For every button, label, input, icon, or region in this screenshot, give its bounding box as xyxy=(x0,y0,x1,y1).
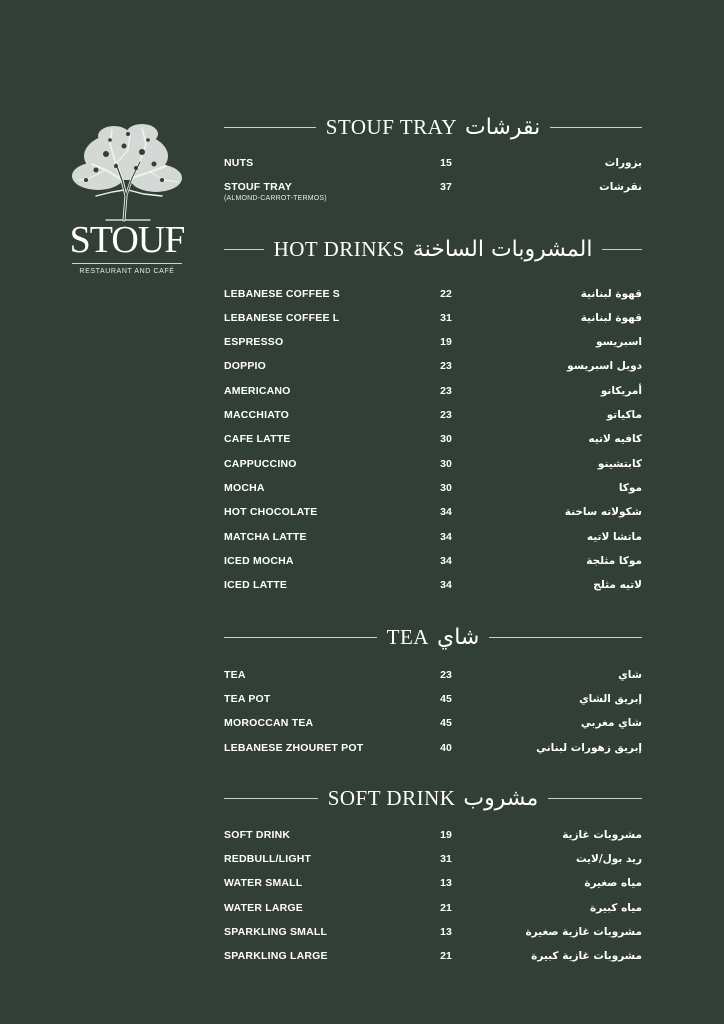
item-price: 15 xyxy=(440,157,452,169)
item-name: STOUF TRAY xyxy=(224,181,292,193)
item-name: NUTS xyxy=(224,157,254,169)
item-name: TEA POT xyxy=(224,693,271,705)
item-name-ar: اسبريسو xyxy=(596,336,642,348)
item-name: LEBANESE COFFEE L xyxy=(224,312,340,324)
section-title-en: TEA xyxy=(386,624,429,649)
header-rule-left xyxy=(224,637,377,638)
item-price: 30 xyxy=(440,433,452,445)
item-name: DOPPIO xyxy=(224,360,267,372)
item-price: 23 xyxy=(440,409,452,421)
item-price: 34 xyxy=(440,506,452,518)
item-price: 19 xyxy=(440,336,452,348)
item-name-ar: موكا xyxy=(618,482,642,494)
item-name-ar: شاي مغربي xyxy=(580,717,642,729)
menu-item xyxy=(224,506,642,522)
item-name-ar: لاتيه مثلج xyxy=(593,579,642,591)
item-name: MATCHA LATTE xyxy=(224,531,307,543)
item-price: 34 xyxy=(440,555,452,567)
item-name-ar: مياه صغيرة xyxy=(584,877,642,889)
header-rule-right xyxy=(602,249,642,250)
item-price: 22 xyxy=(440,288,452,300)
item-name-ar: أمريكانو xyxy=(600,385,642,397)
menu-item xyxy=(224,458,642,474)
item-price: 45 xyxy=(440,717,452,729)
menu-item xyxy=(224,336,642,352)
menu-item xyxy=(224,829,642,845)
menu-item xyxy=(224,360,642,376)
item-note: (ALMOND-CARROT-TERMOS) xyxy=(224,195,327,202)
menu-item xyxy=(224,950,642,966)
item-price: 30 xyxy=(440,482,452,494)
menu-item xyxy=(224,312,642,328)
menu-item xyxy=(224,531,642,547)
brand-divider xyxy=(72,263,182,264)
section-title-ar: المشروبات الساخنة xyxy=(412,236,593,262)
menu-item xyxy=(224,157,642,173)
menu-item xyxy=(224,926,642,942)
menu-item xyxy=(224,693,642,709)
menu-item xyxy=(224,482,642,498)
menu-item xyxy=(224,717,642,733)
item-name: MOROCCAN TEA xyxy=(224,717,314,729)
section-header-stouf-tray xyxy=(224,112,642,142)
item-name: REDBULL/LIGHT xyxy=(224,853,312,865)
item-name: MACCHIATO xyxy=(224,409,289,421)
item-name: SPARKLING SMALL xyxy=(224,926,328,938)
section-title-ar: مشروب xyxy=(463,785,539,811)
menu-item xyxy=(224,555,642,571)
tree-icon xyxy=(66,120,188,222)
item-price: 31 xyxy=(440,853,452,865)
menu-item xyxy=(224,742,642,758)
item-name-ar: ماتشا لاتيه xyxy=(586,531,642,543)
menu-item xyxy=(224,409,642,425)
item-name: MOCHA xyxy=(224,482,265,494)
section-header-tea xyxy=(224,622,642,652)
header-rule-right xyxy=(550,127,642,128)
menu-item xyxy=(224,669,642,685)
item-name-ar: بزورات xyxy=(604,157,642,169)
item-name-ar: شاي xyxy=(618,669,642,681)
menu-item xyxy=(224,288,642,304)
section-header-soft-drink xyxy=(224,783,642,813)
item-name: WATER LARGE xyxy=(224,902,304,914)
item-price: 45 xyxy=(440,693,452,705)
item-name-ar: مشروبات غازية صغيرة xyxy=(525,926,642,938)
brand-name: STOUF xyxy=(69,219,185,261)
section-title-ar: نقرشات xyxy=(465,114,541,140)
item-price: 23 xyxy=(440,669,452,681)
item-name-ar: قهوة لبنانية xyxy=(580,288,642,300)
item-price: 31 xyxy=(440,312,452,324)
menu-item xyxy=(224,433,642,449)
item-name-ar: قهوة لبنانية xyxy=(580,312,642,324)
item-name: SPARKLING LARGE xyxy=(224,950,328,962)
item-name-ar: مياه كبيرة xyxy=(590,902,642,914)
section-title-en: HOT DRINKS xyxy=(273,236,405,261)
section-title-ar: شاي xyxy=(436,624,480,650)
header-rule-left xyxy=(224,798,318,799)
item-name-ar: نقرشات xyxy=(599,181,642,193)
menu-item xyxy=(224,385,642,401)
section-title-en: SOFT DRINK xyxy=(327,785,456,810)
item-price: 34 xyxy=(440,531,452,543)
item-price: 21 xyxy=(440,950,452,962)
item-name-ar: كافيه لاتيه xyxy=(588,433,642,445)
brand-tagline: RESTAURANT AND CAFÉ xyxy=(79,268,175,275)
header-rule-left xyxy=(224,127,316,128)
section-header-hot-drinks xyxy=(224,234,642,264)
item-name-ar: ريد بول/لايت xyxy=(575,853,642,865)
header-rule-right xyxy=(548,798,642,799)
item-name-ar: إبريق الشاي xyxy=(579,693,642,705)
item-price: 19 xyxy=(440,829,452,841)
item-name: CAPPUCCINO xyxy=(224,458,297,470)
item-name: ICED LATTE xyxy=(224,579,288,591)
item-name: TEA xyxy=(224,669,246,681)
item-price: 13 xyxy=(440,926,452,938)
item-price: 34 xyxy=(440,579,452,591)
item-name-ar: مشروبات غازية xyxy=(562,829,642,841)
item-name-ar: دوبل اسبريسو xyxy=(567,360,642,372)
menu-item xyxy=(224,579,642,595)
menu-item xyxy=(224,853,642,869)
menu-item xyxy=(224,181,642,202)
item-name: ESPRESSO xyxy=(224,336,284,348)
item-name: SOFT DRINK xyxy=(224,829,291,841)
header-rule-left xyxy=(224,249,264,250)
item-price: 23 xyxy=(440,385,452,397)
item-name-ar: كابتشينو xyxy=(597,458,642,470)
item-name-ar: ماكياتو xyxy=(606,409,642,421)
menu-item xyxy=(224,877,642,893)
header-rule-right xyxy=(489,637,642,638)
item-price: 37 xyxy=(440,181,452,193)
item-name-ar: شكولاته ساخنة xyxy=(564,506,642,518)
section-title-en: STOUF TRAY xyxy=(325,114,457,139)
item-price: 23 xyxy=(440,360,452,372)
item-name-ar: مشروبات غازية كبيرة xyxy=(531,950,642,962)
item-price: 40 xyxy=(440,742,452,754)
item-price: 30 xyxy=(440,458,452,470)
item-price: 13 xyxy=(440,877,452,889)
brand-logo xyxy=(66,120,188,280)
item-name: WATER SMALL xyxy=(224,877,303,889)
item-name-ar: موكا مثلجة xyxy=(586,555,642,567)
item-name: ICED MOCHA xyxy=(224,555,294,567)
item-name-ar: إبريق زهورات لبناني xyxy=(536,742,642,754)
item-name: AMERICANO xyxy=(224,385,291,397)
menu-item xyxy=(224,902,642,918)
item-name: HOT CHOCOLATE xyxy=(224,506,318,518)
item-name: LEBANESE COFFEE S xyxy=(224,288,340,300)
item-name: LEBANESE ZHOURET POT xyxy=(224,742,364,754)
item-name: CAFE LATTE xyxy=(224,433,291,445)
item-price: 21 xyxy=(440,902,452,914)
